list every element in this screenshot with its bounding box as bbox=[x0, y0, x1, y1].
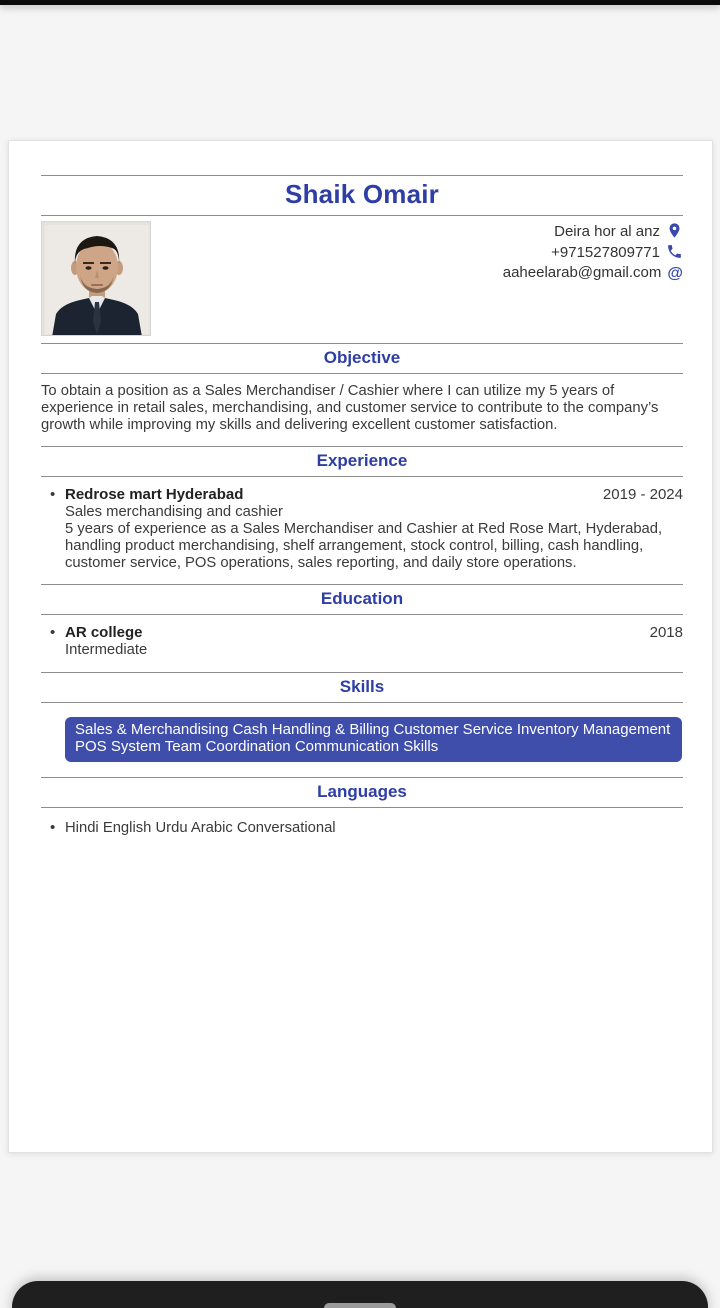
profile-photo-image bbox=[42, 222, 151, 336]
experience-entry-head bbox=[65, 487, 683, 504]
objective-text: To obtain a position as a Sales Merchandiser / Cashier where I can utilize my 5 years of experience in retail sales, merchandising, and customer service to contribute to the company’s growth while improving my skills and delivering excellent customer satisfaction. bbox=[41, 383, 659, 433]
contact-phone-text: +971527809771 bbox=[551, 243, 660, 261]
profile-photo bbox=[41, 221, 151, 336]
section-divider bbox=[41, 476, 683, 477]
header-row bbox=[41, 221, 683, 336]
resume-page bbox=[8, 140, 713, 1153]
section-heading-objective: Objective bbox=[323, 348, 401, 367]
education-entry-head bbox=[65, 625, 683, 642]
location-pin-icon bbox=[666, 222, 683, 239]
section-heading-education: Education bbox=[320, 589, 404, 609]
bullet-icon: • bbox=[50, 486, 56, 504]
contact-phone bbox=[503, 243, 683, 264]
experience-title: Redrose mart Hyderabad bbox=[65, 486, 244, 504]
section-divider bbox=[41, 702, 683, 703]
page-title: Shaik Omair bbox=[285, 179, 439, 209]
experience-dates: 2019 - 2024 bbox=[602, 486, 683, 504]
title-divider-bottom bbox=[41, 215, 683, 216]
section-divider bbox=[41, 614, 683, 615]
contact-location-text: Deira hor al anz bbox=[554, 223, 660, 240]
contact-email bbox=[503, 263, 683, 285]
sheet-drag-handle-icon[interactable] bbox=[324, 1303, 396, 1308]
bottom-sheet bbox=[12, 1281, 708, 1308]
experience-subtitle: Sales merchandising and cashier bbox=[65, 504, 283, 521]
skills-pill: Sales & Merchandising Cash Handling & Billing Customer Service Inventory Management POS System Team Coordination Communication Skills bbox=[65, 717, 682, 762]
bullet-icon: • bbox=[50, 818, 56, 836]
contact-location bbox=[503, 222, 683, 243]
section-divider bbox=[41, 373, 683, 374]
education-dates: 2018 bbox=[649, 624, 683, 642]
section-heading-skills: Skills bbox=[339, 676, 385, 696]
languages-text: Hindi English Urdu Arabic Conversational bbox=[65, 819, 336, 836]
education-title: AR college bbox=[65, 624, 143, 642]
section-divider bbox=[41, 807, 683, 808]
bullet-icon: • bbox=[50, 624, 56, 642]
education-entry bbox=[41, 625, 683, 659]
phone-icon bbox=[666, 243, 683, 260]
contact-block bbox=[503, 221, 683, 285]
section-heading-languages: Languages bbox=[317, 781, 407, 801]
section-heading-experience: Experience bbox=[316, 451, 408, 471]
languages-entry bbox=[41, 820, 683, 837]
at-sign-icon: @ bbox=[667, 265, 683, 282]
status-bar bbox=[0, 0, 720, 5]
education-subtitle: Intermediate bbox=[65, 642, 148, 659]
experience-description: 5 years of experience as a Sales Merchandiser and Cashier at Red Rose Mart, Hyderabad, handling product merchandising, shelf arrangement, stock control, billing, cash handling, customer service, POS operations, sales reporting, and daily store operations. bbox=[65, 520, 663, 571]
contact-email-text: aaheelarab@gmail.com bbox=[502, 264, 662, 281]
experience-entry bbox=[41, 487, 683, 571]
